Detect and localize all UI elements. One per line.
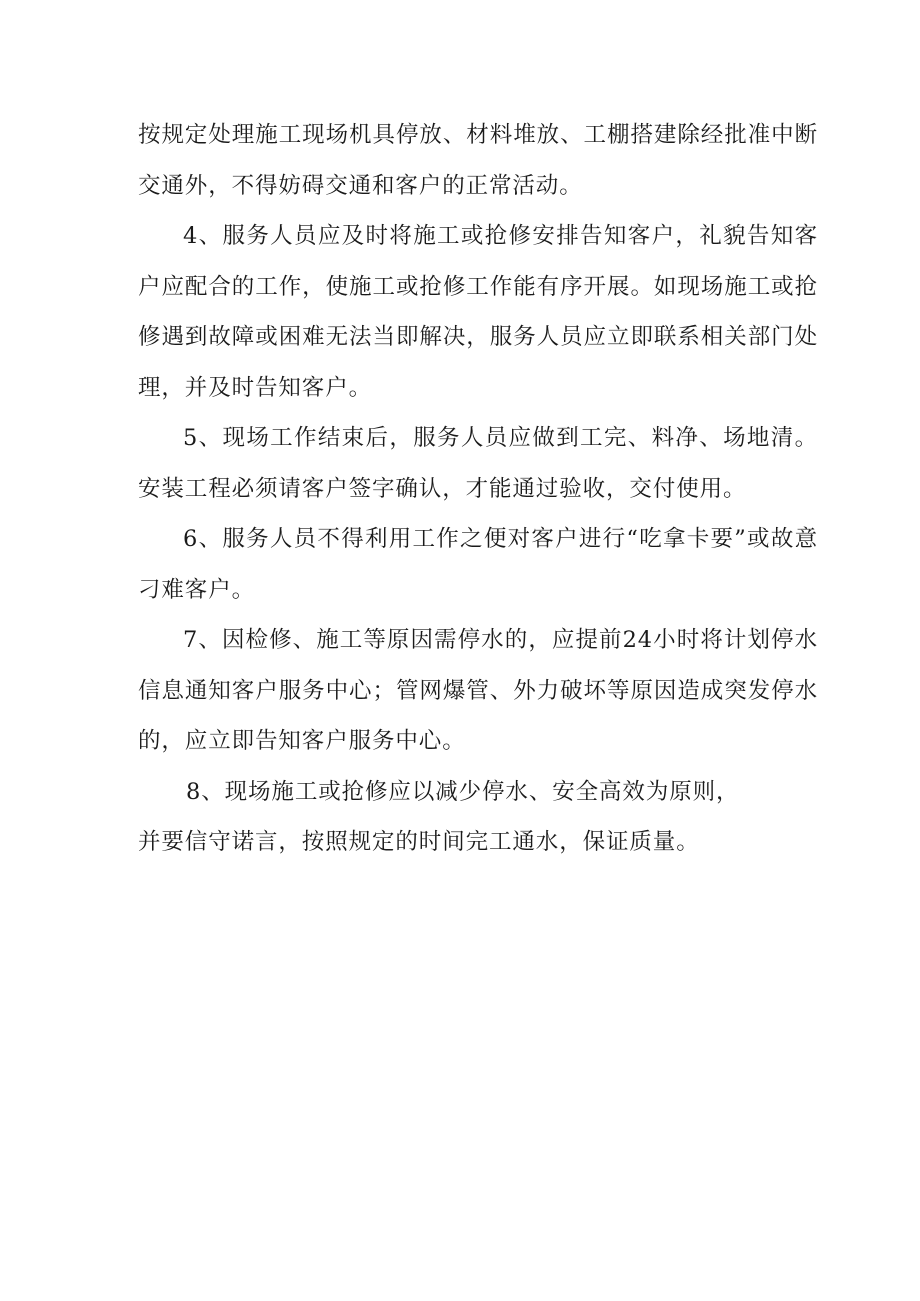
paragraph-item-5: 5、现场工作结束后，服务人员应做到工完、料净、场地清。安装工程必须请客户签字确认，才能通过验收，交付使用。	[138, 425, 818, 502]
paragraph-item-4: 4、服务人员应及时将施工或抢修安排告知客户，礼貌告知客户应配合的工作，使施工或抢修工作能有序开展。如现场施工或抢修遇到故障或困难无法当即解决，服务人员应立即联系相关部门处理，并及时告知客户。	[138, 223, 818, 401]
paragraph-item-8	[138, 767, 818, 868]
paragraph-item-8-line-2: 并要信守诺言，按照规定的时间完工通水，保证质量。	[138, 829, 700, 855]
paragraph-item-6: 6、服务人员不得利用工作之便对客户进行“吃拿卡要”或故意刁难客户。	[138, 526, 818, 603]
paragraph-item-7: 7、因检修、施工等原因需停水的，应提前24小时将计划停水信息通知客户服务中心；管网爆管、外力破坏等原因造成突发停水的，应立即告知客户服务中心。	[138, 627, 818, 754]
paragraph-continued: 按规定处理施工现场机具停放、材料堆放、工棚搭建除经批准中断交通外，不得妨碍交通和客户的正常活动。	[138, 122, 818, 199]
document-body	[138, 110, 818, 868]
paragraph-item-8-line-1: 8、现场施工或抢修应以减少停水、安全高效为原则，	[186, 778, 740, 805]
